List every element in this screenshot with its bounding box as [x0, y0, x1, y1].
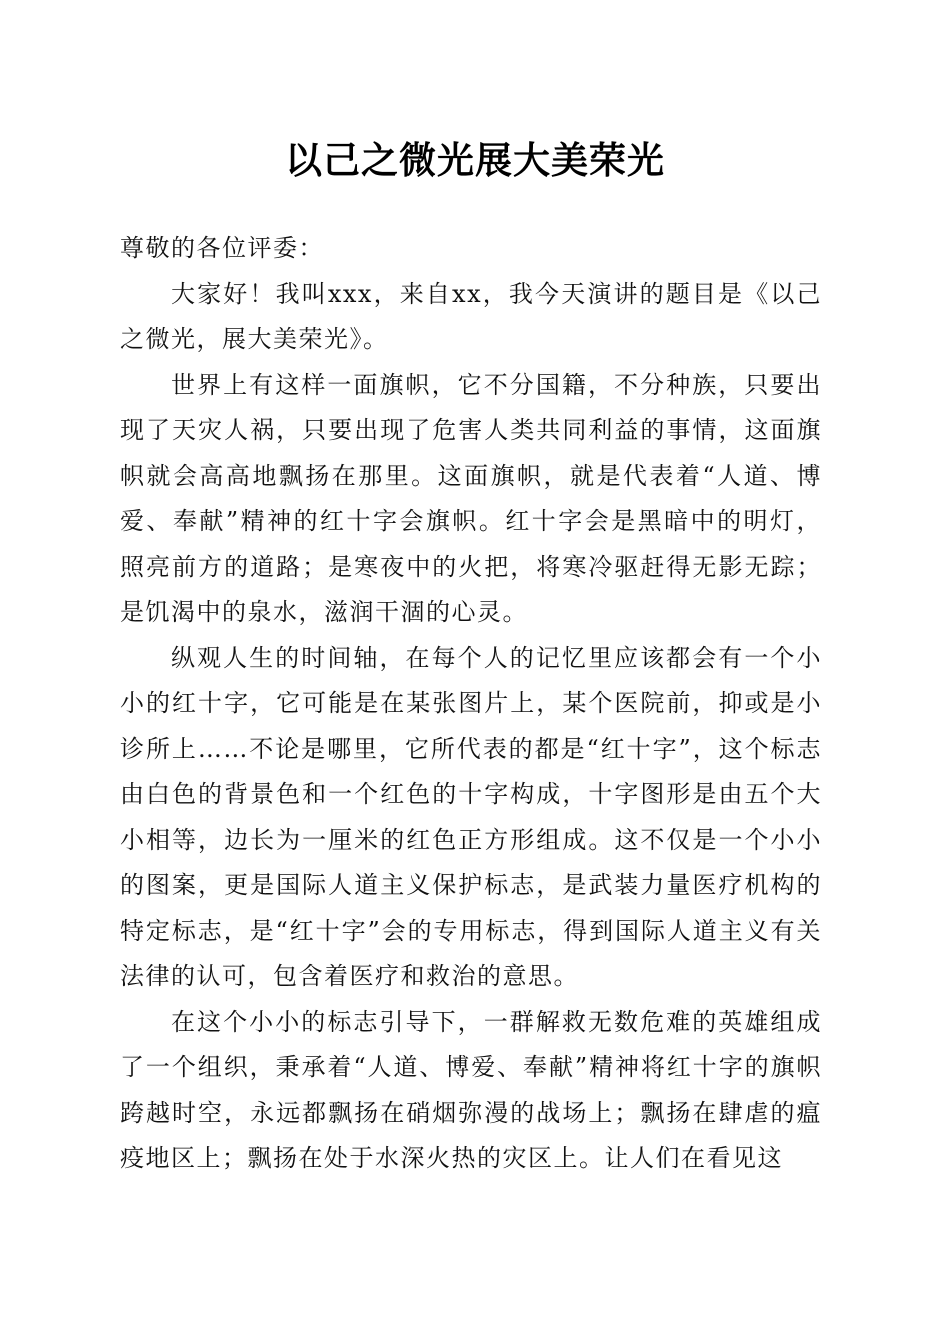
paragraph-intro: 大家好！我叫xxx，来自xx，我今天演讲的题目是《以己之微光，展大美荣光》。 [120, 279, 822, 353]
paragraph-heroes: 在这个小小的标志引导下，一群解救无数危难的英雄组成了一个组织，秉承着“人道、博爱、奉献”精神将红十字的旗帜跨越时空，永远都飘扬在硝烟弥漫的战场上；飘扬在肆虐的瘟疫地区上；飘扬在处于水深火热的灾区上。让人们在看见这 [120, 1007, 822, 1172]
paragraph-flag: 世界上有这样一面旗帜，它不分国籍，不分种族，只要出现了天灾人祸，只要出现了危害人类共同利益的事情，这面旗帜就会高高地飘扬在那里。这面旗帜，就是代表着“人道、博爱、奉献”精神的红十字会旗帜。红十字会是黑暗中的明灯，照亮前方的道路；是寒夜中的火把，将寒冷驱赶得无影无踪；是饥渴中的泉水，滋润干涸的心灵。 [120, 370, 822, 626]
greeting-line: 尊敬的各位评委： [120, 234, 324, 262]
paragraph-symbol: 纵观人生的时间轴，在每个人的记忆里应该都会有一个小小的红十字，它可能是在某张图片上，某个医院前，抑或是小诊所上……不论是哪里，它所代表的都是“红十字”，这个标志由白色的背景色和一个红色的十字构成，十字图形是由五个大小相等，边长为一厘米的红色正方形组成。这不仅是一个小小的图案，更是国际人道主义保护标志，是武装力量医疗机构的特定标志，是“红十字”会的专用标志，得到国际人道主义有关法律的认可，包含着医疗和救治的意思。 [120, 643, 822, 990]
document-title: 以己之微光展大美荣光 [285, 138, 665, 182]
document-body [120, 226, 822, 1182]
